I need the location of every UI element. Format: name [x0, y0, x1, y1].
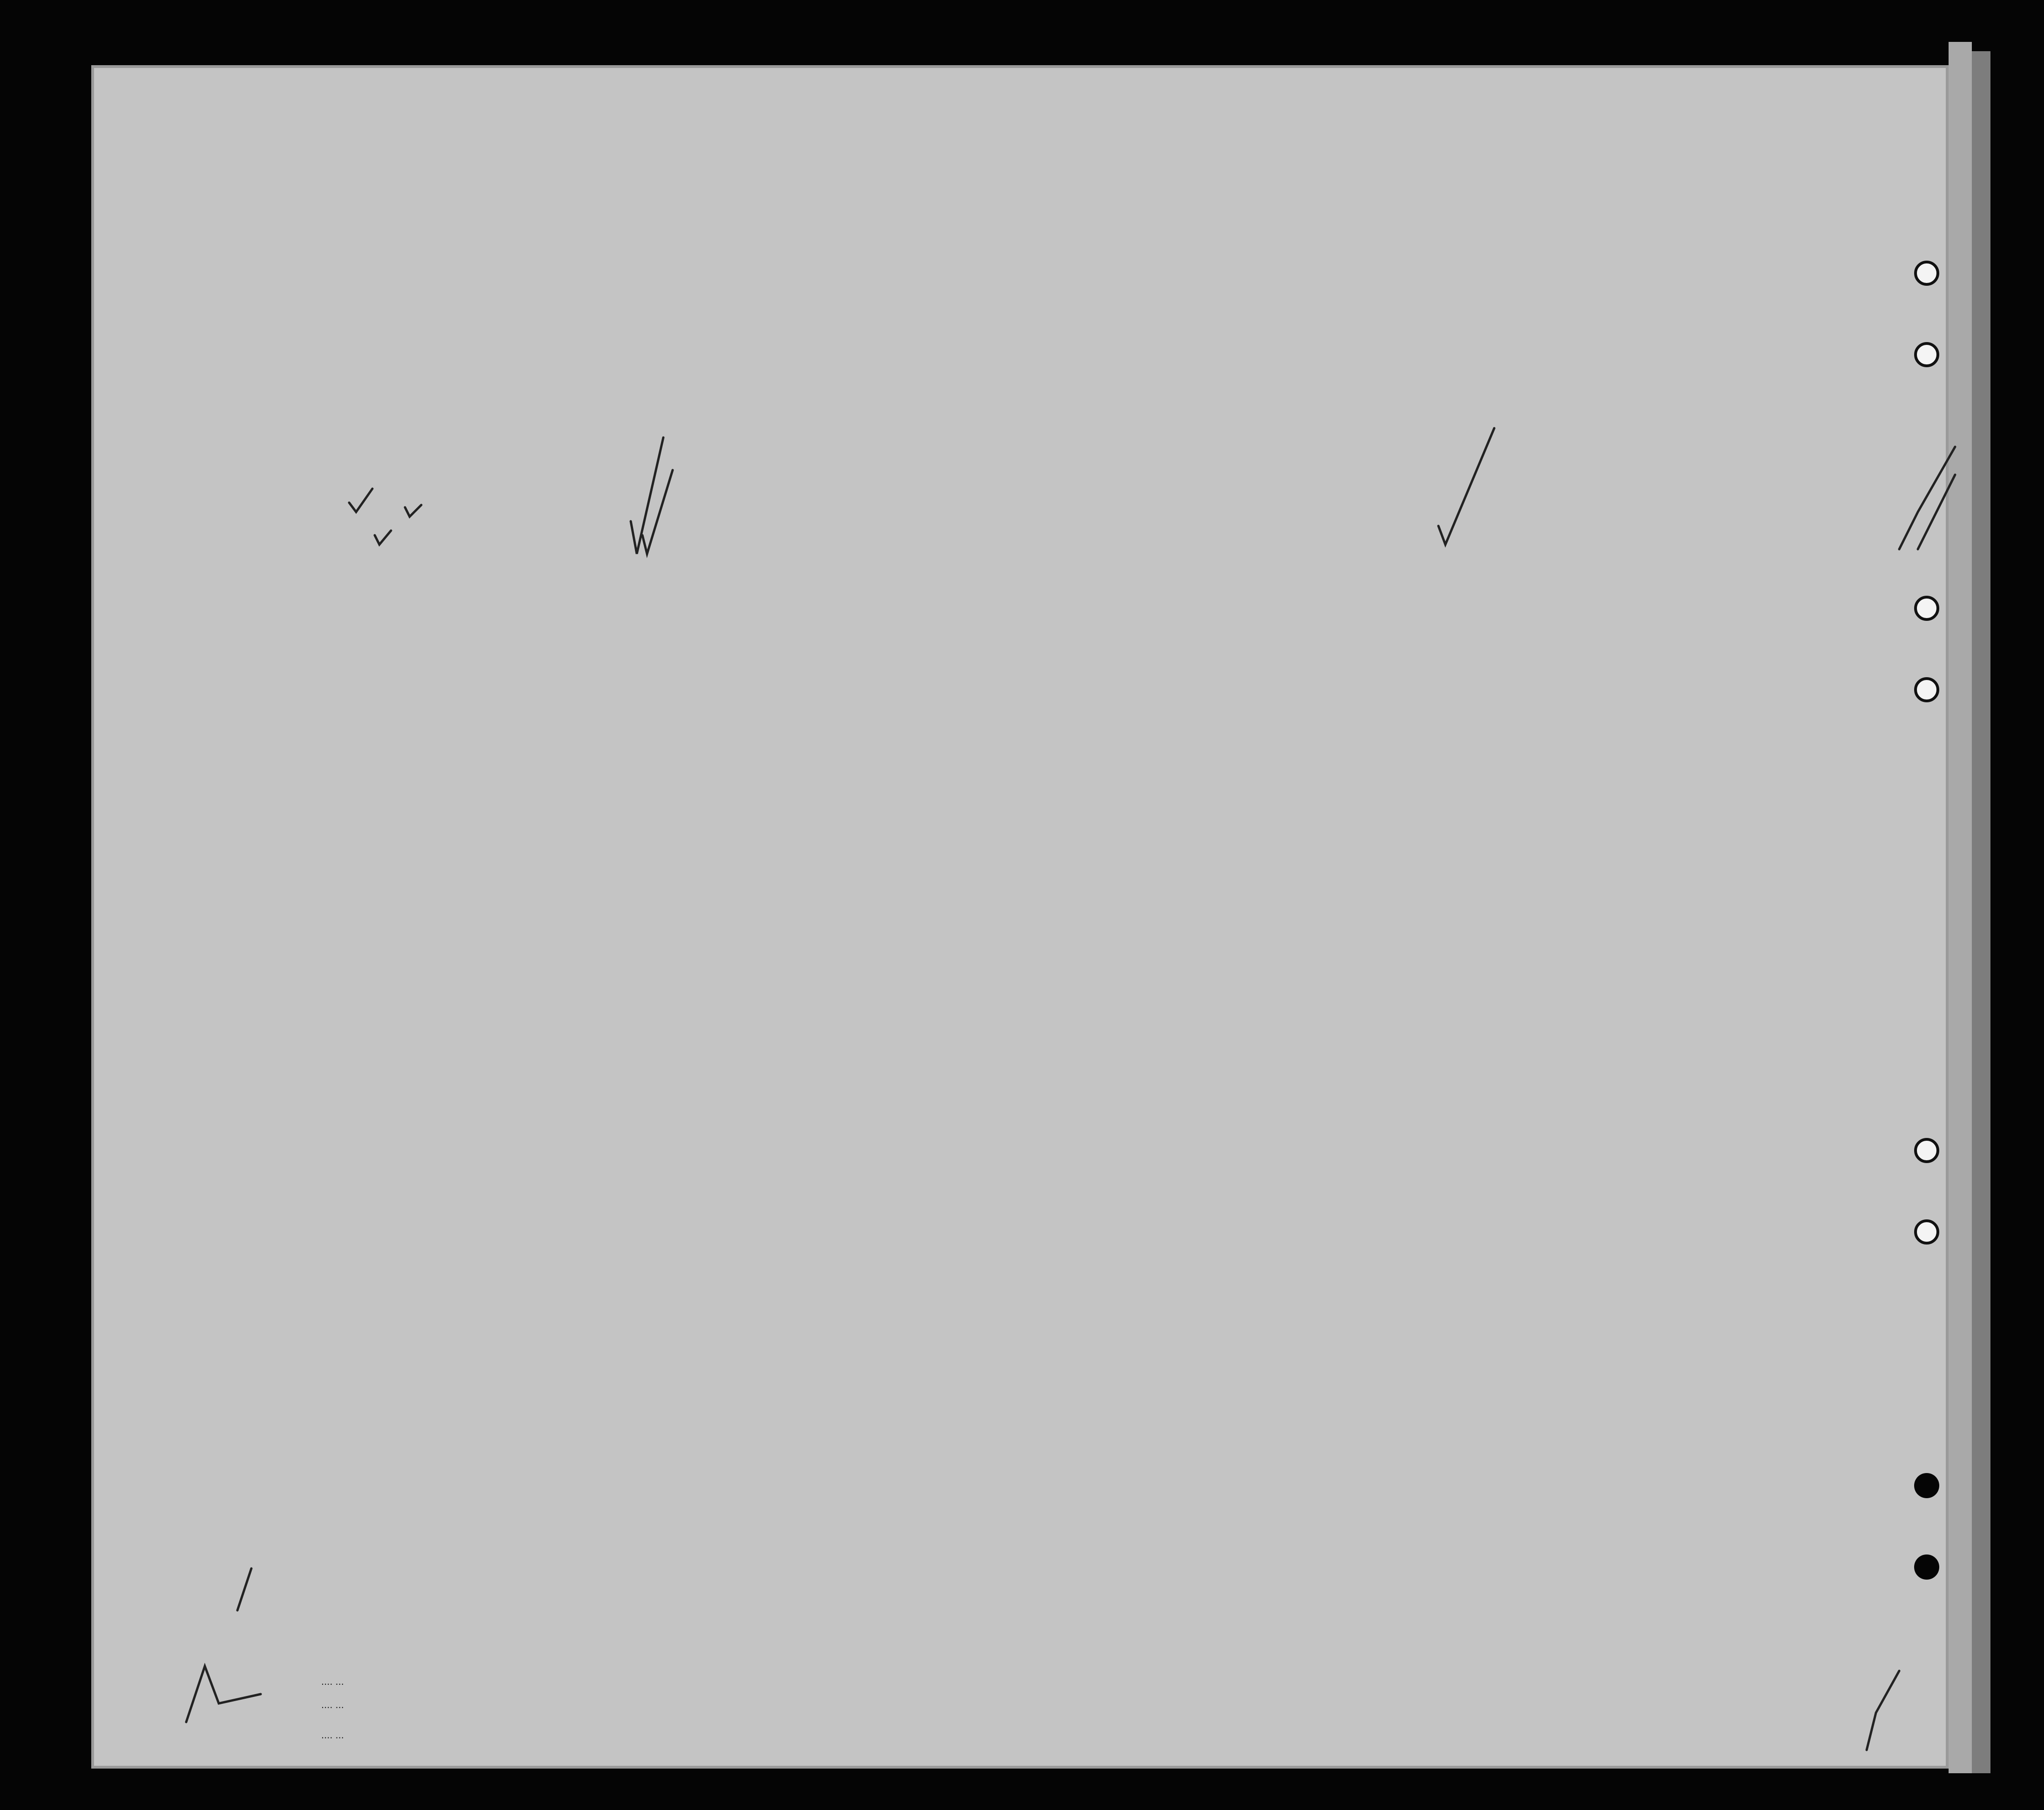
- binder-hole: [1914, 1138, 1939, 1163]
- binder-hole: [1914, 1554, 1939, 1580]
- check-mark: [375, 531, 391, 545]
- binder-hole: [1914, 342, 1939, 367]
- binder-hole: [1914, 261, 1939, 286]
- binder-hole: [1914, 596, 1939, 621]
- binder-hole: [1914, 1219, 1939, 1245]
- aliens-label: .... ...: [321, 1729, 344, 1741]
- binder-hole: [1914, 677, 1939, 702]
- total-passengers-label: .... ...: [321, 1675, 344, 1687]
- check-mark: [349, 489, 372, 512]
- check-mark: [237, 1568, 251, 1610]
- check-mark: [405, 505, 421, 517]
- us-citizens-label: .... ...: [321, 1699, 344, 1710]
- check-mark: [631, 437, 663, 554]
- check-mark: [1438, 428, 1494, 545]
- check-mark: [1918, 475, 1955, 549]
- check-mark: [186, 1666, 261, 1722]
- check-mark: [1867, 1671, 1899, 1750]
- check-mark: [1899, 447, 1955, 549]
- binder-hole: [1914, 1473, 1939, 1498]
